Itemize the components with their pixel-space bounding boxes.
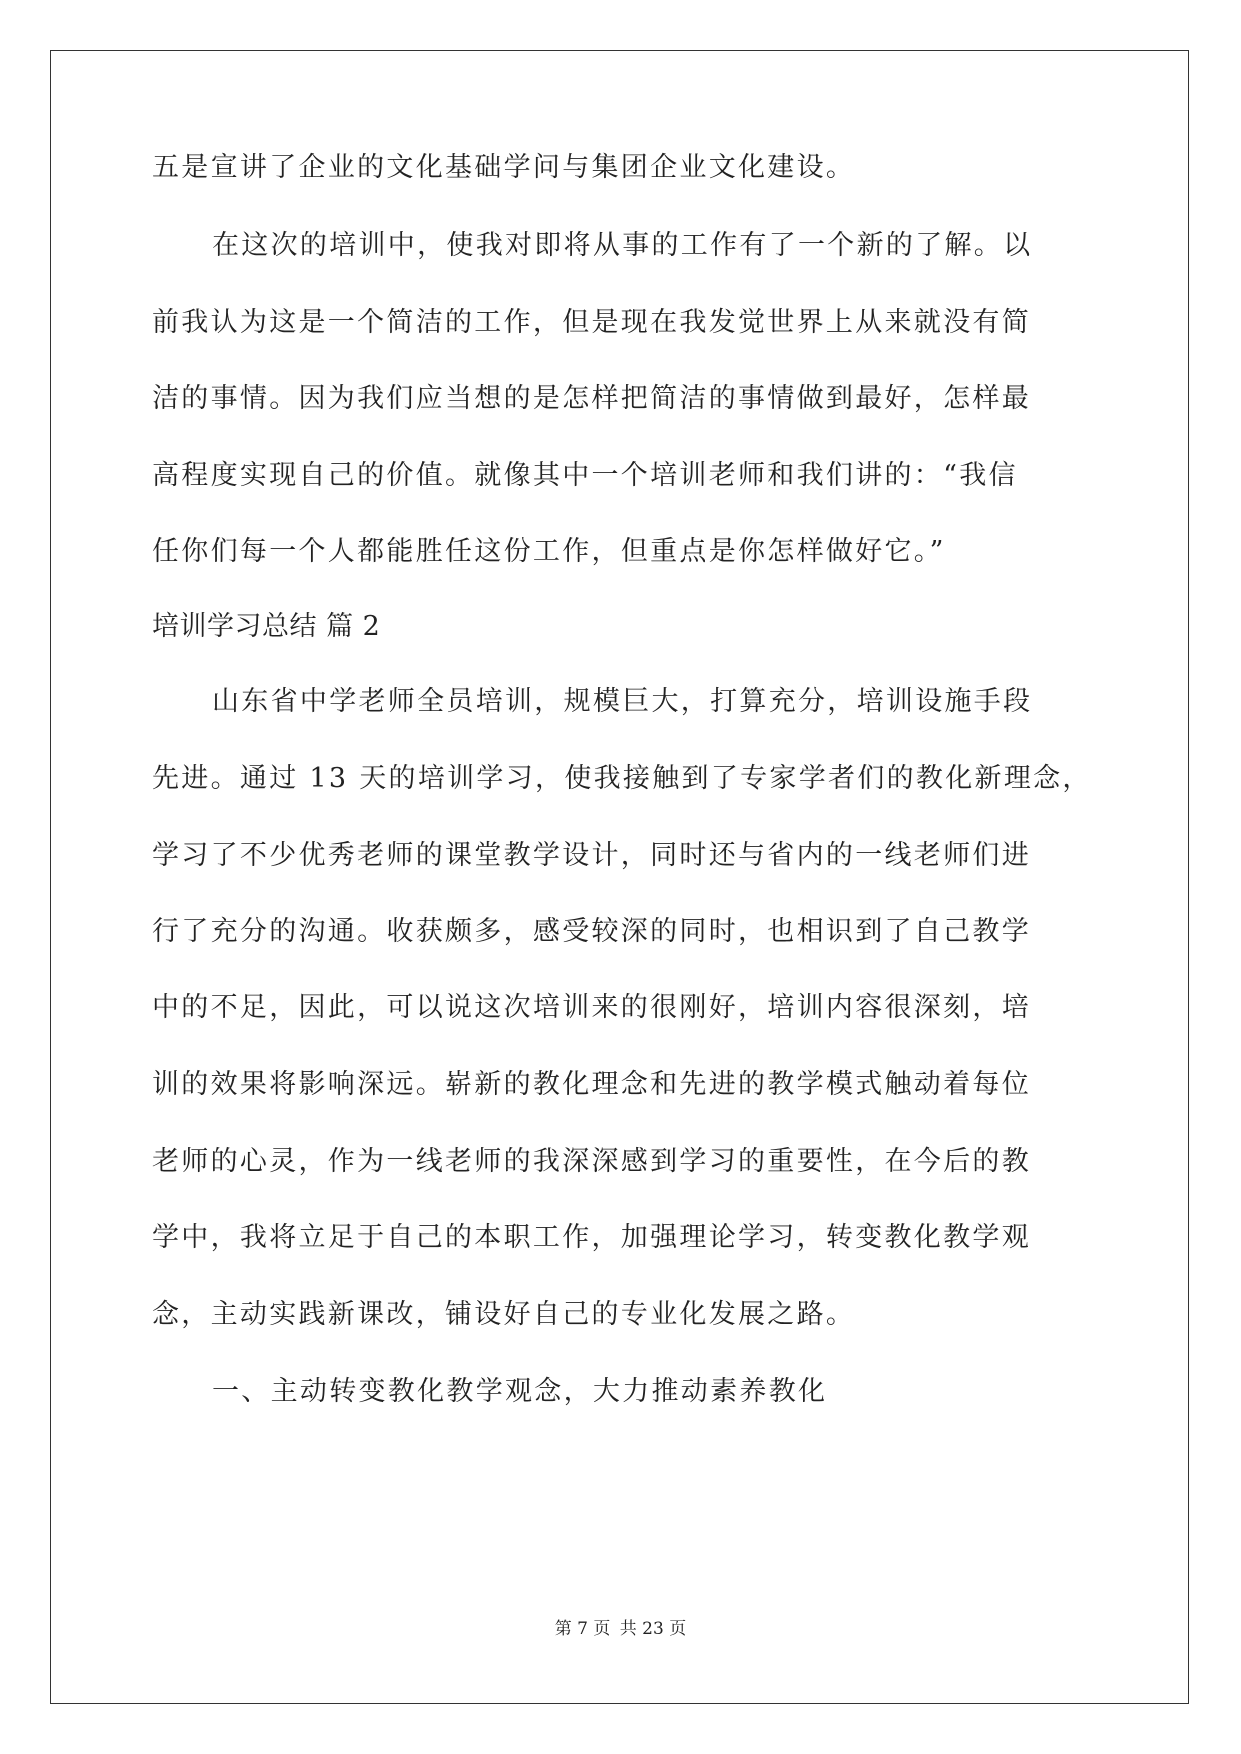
text-line: 学中，我将立足于自己的本职工作，加强理论学习，转变教化教学观 xyxy=(152,1222,1031,1253)
section-heading: 培训学习总结 篇 2 xyxy=(152,611,381,642)
page-number: 第 7 页 xyxy=(554,1619,611,1639)
page-footer xyxy=(0,1618,1241,1640)
text-line: 前我认为这是一个简洁的工作，但是现在我发觉世界上从来就没有简 xyxy=(152,307,1031,338)
text-line: 中的不足，因此，可以说这次培训来的很刚好，培训内容很深刻，培 xyxy=(152,992,1031,1023)
page-border xyxy=(50,50,1189,1704)
text-line: 老师的心灵，作为一线老师的我深深感到学习的重要性，在今后的教 xyxy=(152,1146,1031,1177)
text-line: 训的效果将影响深远。崭新的教化理念和先进的教学模式触动着每位 xyxy=(152,1069,1031,1100)
text-line: 行了充分的沟通。收获颇多，感受较深的同时，也相识到了自己教学 xyxy=(152,916,1031,947)
paragraph-start-line: 在这次的培训中，使我对即将从事的工作有了一个新的了解。以 xyxy=(212,230,1033,261)
page-total: 共 23 页 xyxy=(619,1619,687,1639)
text-line: 先进。通过 13 天的培训学习，使我接触到了专家学者们的教化新理念， xyxy=(152,763,1092,794)
text-line: 学习了不少优秀老师的课堂教学设计，同时还与省内的一线老师们进 xyxy=(152,840,1031,871)
text-line: 念，主动实践新课改，铺设好自己的专业化发展之路。 xyxy=(152,1299,856,1330)
text-line: 任你们每一个人都能胜任这份工作，但重点是你怎样做好它。” xyxy=(152,536,946,567)
text-line: 洁的事情。因为我们应当想的是怎样把简洁的事情做到最好，怎样最 xyxy=(152,383,1031,414)
subheading-line: 一、主动转变教化教学观念，大力推动素养教化 xyxy=(212,1376,828,1407)
text-line: 高程度实现自己的价值。就像其中一个培训老师和我们讲的：“我信 xyxy=(152,460,1018,491)
paragraph-start-line: 山东省中学老师全员培训，规模巨大，打算充分，培训设施手段 xyxy=(212,686,1033,717)
text-line: 五是宣讲了企业的文化基础学问与集团企业文化建设。 xyxy=(152,152,856,183)
